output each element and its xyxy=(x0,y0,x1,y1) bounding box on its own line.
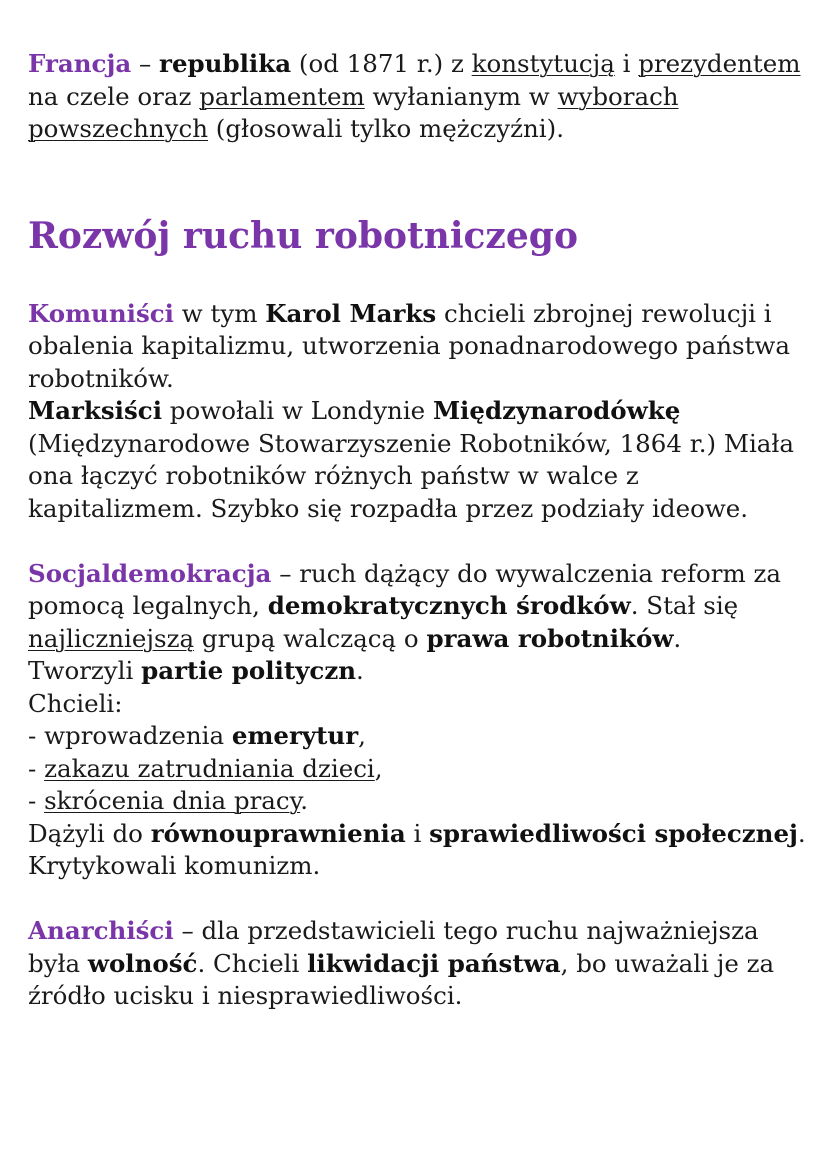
text: powołali w Londynie xyxy=(162,396,433,425)
text: chcieli zbrojnej rewolucji i obalenia kapitalizmu, utworzenia ponadnarodowego państwa robotników. xyxy=(28,298,790,393)
text: , bo uważali je za źródło ucisku i niesprawiedliwości. xyxy=(28,948,775,1010)
text: Dążyli do xyxy=(28,818,151,848)
text: – dla przedstawicieli tego ruchu najważniejsza była xyxy=(28,916,759,978)
bold-international: Międzynarodówkę xyxy=(432,396,681,425)
section-heading: Rozwój ruchu robotniczego xyxy=(28,214,578,257)
term-anarchists: Anarchiści xyxy=(28,916,174,945)
anarchists-paragraph xyxy=(28,915,808,1013)
text: . xyxy=(673,623,682,653)
text: – ruch dążący do wywalczenia reform za pomocą legalnych, xyxy=(28,558,782,620)
wanted-label: Chcieli: xyxy=(28,688,123,718)
bold-liquidation: likwidacji państwa xyxy=(307,948,561,978)
bold-justice: sprawiedliwości społecznej xyxy=(429,818,798,848)
text: – xyxy=(131,49,160,78)
bold-marx: Karol Marks xyxy=(265,298,437,328)
bold-marxists: Marksiści xyxy=(28,396,162,425)
socialdemocracy-paragraph xyxy=(28,558,808,883)
text: na czele oraz xyxy=(28,81,200,111)
bold-freedom: wolność xyxy=(87,948,198,978)
bold-rights: prawa robotników xyxy=(426,623,674,653)
text: grupą walczącą o xyxy=(194,623,427,653)
bold-equality: równouprawnienia xyxy=(150,818,406,848)
text: . Stał się xyxy=(630,591,739,620)
text: i xyxy=(614,49,639,78)
list-item: - skrócenia dnia pracy. xyxy=(28,786,308,815)
text: (od 1871 r.) z xyxy=(291,49,472,78)
text: . xyxy=(356,656,364,685)
underlined-working-day: skrócenia dnia pracy xyxy=(44,786,301,815)
underlined-largest: najliczniejszą xyxy=(28,623,195,653)
term-france: Francja xyxy=(28,49,132,78)
text: Tworzyli xyxy=(28,656,142,685)
france-paragraph xyxy=(28,48,808,146)
underlined-constitution: konstytucją xyxy=(471,49,615,78)
text: (Międzynarodowe Stowarzyszenie Robotników, 1864 r.) Miała ona łączyć robotników różnych państw w walce z kapitalizmem. Szybko się rozpadła przez podziały ideowe. xyxy=(28,428,794,523)
text: (głosowali tylko mężczyźni). xyxy=(208,114,564,143)
communists-paragraph xyxy=(28,298,808,526)
underlined-elections: wyborach powszechnych xyxy=(28,81,679,143)
underlined-child-labour: zakazu zatrudniania dzieci xyxy=(44,753,375,783)
bold-means: demokratycznych środków xyxy=(267,591,631,620)
bold-parties: partie polityczn xyxy=(141,656,357,685)
text: i xyxy=(405,818,430,848)
term-socialdemocracy: Socjaldemokracja xyxy=(28,558,272,588)
text: wyłanianym w xyxy=(364,81,558,111)
bold-pensions: emerytur xyxy=(231,721,359,750)
text: w tym xyxy=(173,298,266,328)
text: . Krytykowali komunizm. xyxy=(28,818,806,880)
underlined-parliament: parlamentem xyxy=(199,81,365,111)
list-item: - zakazu zatrudniania dzieci, xyxy=(28,753,383,783)
list-item: - wprowadzenia emerytur, xyxy=(28,721,366,750)
text: . Chcieli xyxy=(197,948,308,978)
document-page xyxy=(28,48,808,1013)
term-communists: Komuniści xyxy=(28,298,174,328)
bold-republic: republika xyxy=(159,49,292,78)
underlined-president: prezydentem xyxy=(638,49,801,78)
